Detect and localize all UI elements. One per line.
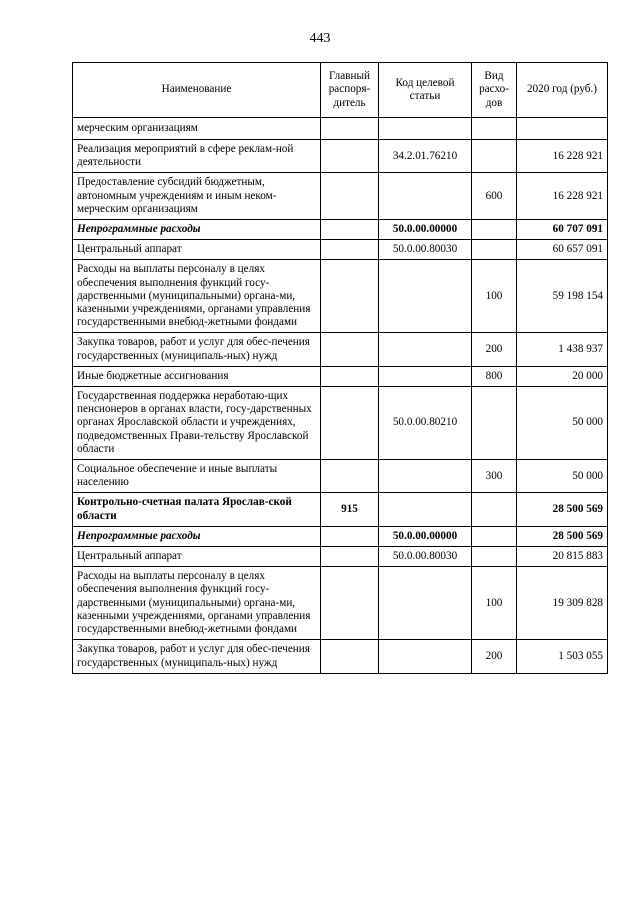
table-header-row [73, 63, 608, 118]
cell-type: 200 [472, 333, 517, 366]
cell-name: Закупка товаров, работ и услуг для обес-печения государственных (муниципаль-ных) нужд [73, 640, 321, 673]
cell-name: мерческим организациям [73, 118, 321, 140]
cell-type [472, 526, 517, 546]
cell-sum: 20 815 883 [517, 547, 608, 567]
table-row [73, 567, 608, 640]
table-row [73, 547, 608, 567]
cell-sum: 16 228 921 [517, 173, 608, 220]
cell-sum: 60 657 091 [517, 240, 608, 260]
table-row [73, 173, 608, 220]
cell-admin [321, 240, 379, 260]
cell-name: Центральный аппарат [73, 547, 321, 567]
table-row [73, 526, 608, 546]
cell-name: Иные бюджетные ассигнования [73, 366, 321, 386]
cell-code [379, 260, 472, 333]
cell-name: Государственная поддержка неработаю-щих пенсионеров в органах власти, госу-дарственных органах Ярославской области и учреждениях, подведомственных Прави-тельству Ярославской области [73, 387, 321, 460]
cell-admin [321, 333, 379, 366]
cell-sum: 50 000 [517, 460, 608, 493]
cell-type: 300 [472, 460, 517, 493]
cell-type [472, 140, 517, 173]
table-row [73, 333, 608, 366]
cell-admin [321, 387, 379, 460]
cell-admin [321, 366, 379, 386]
cell-name: Социальное обеспечение и иные выплаты населению [73, 460, 321, 493]
cell-code: 50.0.00.80210 [379, 387, 472, 460]
table-row [73, 118, 608, 140]
header-name: Наименование [73, 63, 321, 118]
cell-admin [321, 567, 379, 640]
cell-code: 50.0.00.00000 [379, 526, 472, 546]
cell-admin [321, 547, 379, 567]
cell-sum: 1 438 937 [517, 333, 608, 366]
cell-name: Непрограммные расходы [73, 220, 321, 240]
table-row [73, 220, 608, 240]
cell-admin [321, 460, 379, 493]
cell-type: 100 [472, 260, 517, 333]
cell-code: 50.0.00.80030 [379, 547, 472, 567]
cell-name: Центральный аппарат [73, 240, 321, 260]
cell-code [379, 173, 472, 220]
cell-name: Расходы на выплаты персоналу в целях обеспечения выполнения функций госу-дарственными (муниципальными) органа-ми, казенными учреждениями, органами управления государственными внебюд-жетными фондами [73, 260, 321, 333]
cell-type: 600 [472, 173, 517, 220]
cell-name: Закупка товаров, работ и услуг для обес-печения государственных (муниципаль-ных) нужд [73, 333, 321, 366]
cell-admin: 915 [321, 493, 379, 526]
cell-sum: 50 000 [517, 387, 608, 460]
table-body [73, 118, 608, 674]
table-row [73, 493, 608, 526]
cell-sum: 28 500 569 [517, 526, 608, 546]
cell-type: 100 [472, 567, 517, 640]
header-type: Вид расхо-дов [472, 63, 517, 118]
cell-name: Контрольно-счетная палата Ярослав-ской области [73, 493, 321, 526]
cell-admin [321, 140, 379, 173]
cell-code [379, 118, 472, 140]
table-row [73, 240, 608, 260]
cell-name: Реализация мероприятий в сфере реклам-ной деятельности [73, 140, 321, 173]
cell-type [472, 387, 517, 460]
cell-sum: 28 500 569 [517, 493, 608, 526]
cell-code: 50.0.00.00000 [379, 220, 472, 240]
cell-code [379, 493, 472, 526]
header-code: Код целевой статьи [379, 63, 472, 118]
cell-code [379, 333, 472, 366]
cell-name: Расходы на выплаты персоналу в целях обеспечения выполнения функций госу-дарственными (муниципальными) органа-ми, казенными учреждениями, органами управления государственными внебюд-жетными фондами [73, 567, 321, 640]
cell-admin [321, 640, 379, 673]
cell-code [379, 366, 472, 386]
cell-sum: 1 503 055 [517, 640, 608, 673]
cell-name: Предоставление субсидий бюджетным, автономным учреждениям и иным неком-мерческим организациям [73, 173, 321, 220]
table-row [73, 640, 608, 673]
cell-code [379, 567, 472, 640]
cell-code: 50.0.00.80030 [379, 240, 472, 260]
cell-name: Непрограммные расходы [73, 526, 321, 546]
table-row [73, 387, 608, 460]
cell-sum: 60 707 091 [517, 220, 608, 240]
cell-admin [321, 118, 379, 140]
table-row [73, 366, 608, 386]
cell-type [472, 220, 517, 240]
cell-sum: 59 198 154 [517, 260, 608, 333]
cell-sum: 20 000 [517, 366, 608, 386]
table-row [73, 140, 608, 173]
table-row [73, 460, 608, 493]
header-admin: Главный распоря-дитель [321, 63, 379, 118]
table-row [73, 260, 608, 333]
cell-admin [321, 220, 379, 240]
cell-code [379, 460, 472, 493]
cell-type [472, 547, 517, 567]
cell-sum: 19 309 828 [517, 567, 608, 640]
cell-admin [321, 173, 379, 220]
budget-table [72, 62, 608, 674]
cell-type: 200 [472, 640, 517, 673]
cell-admin [321, 260, 379, 333]
cell-sum [517, 118, 608, 140]
cell-type [472, 240, 517, 260]
cell-type: 800 [472, 366, 517, 386]
cell-admin [321, 526, 379, 546]
cell-code [379, 640, 472, 673]
cell-code: 34.2.01.76210 [379, 140, 472, 173]
header-sum: 2020 год (руб.) [517, 63, 608, 118]
cell-sum: 16 228 921 [517, 140, 608, 173]
cell-type [472, 118, 517, 140]
page-number: 443 [309, 31, 331, 46]
cell-type [472, 493, 517, 526]
